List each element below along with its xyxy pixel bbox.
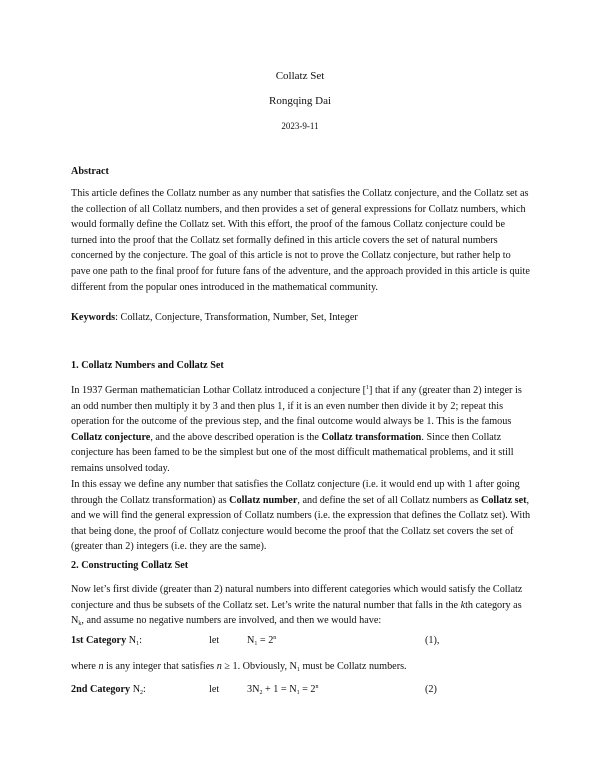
keywords-line [71, 310, 531, 326]
eq1-sup: n [273, 635, 277, 641]
keywords-label: Keywords [71, 312, 116, 323]
s1p2-text-c: , and we will find the general expression of Collatz numbers (i.e. the expression that defines the Collatz set). With that being done, the proof of Collatz conjecture would become the proof that the Collatz set covers the set of (greater than 2) integers (i.e. they are the same). [71, 494, 531, 553]
s2p1-text-c: , and assume no negative numbers are involved, and then we would have: [81, 615, 382, 627]
term-collatz-conjecture: Collatz conjecture [71, 431, 151, 443]
category2-colon: : [143, 684, 146, 695]
abstract-heading: Abstract [71, 166, 109, 177]
where-n: n [98, 661, 104, 672]
equation-2-number: (2) [425, 684, 437, 695]
category1-label-group [71, 635, 142, 647]
category2-label-group [71, 684, 146, 696]
eq2-c: = 2 [299, 684, 316, 695]
paper-author: Rongqing Dai [268, 95, 332, 107]
section2-heading: 2. Constructing Collatz Set [71, 560, 189, 571]
equation-2 [247, 684, 319, 696]
where-b: is any integer that satisfies [103, 661, 217, 672]
eq2-b-sub: 1 [296, 690, 300, 696]
category1-let: let [209, 635, 220, 646]
paper-date: 2023-9-11 [281, 121, 319, 131]
s1p1-text-d: . Since then Collatz conjecture has been famed to be the simplest but one of the most difficult mathematical problems, and it still remains unsolved today. [71, 431, 514, 474]
abstract-text: This article defines the Collatz number as any number that satisfies the Collatz conjecture, and the Collatz set as the collection of all Collatz numbers, and then provides a set of general expressions for Collatz numbers, which would formally define the Collatz set. With this effort, the proof of the famous Collatz conjecture could be turned into the proof that the Collatz set formally defined in this article covers the set of natural numbers concerned by the conjecture. The goal of this article is not to prove the Collatz conjecture, but rather help to pave one path to the final proof for future fans of the adventure, and the approach provided in this article is quite different from the popular ones introduced in the mathematical community. [71, 188, 530, 293]
eq1-sub: 1 [254, 641, 258, 647]
s1p2-text-a: In this essay we define any number that satisfies the Collatz conjecture (i.e. it would end up with 1 after going through the Collatz transformation) as [71, 479, 520, 506]
paper-title: Collatz Set [275, 70, 325, 82]
eq2-b: + 1 = N [262, 684, 297, 695]
category1-colon: : [139, 635, 142, 646]
category1-sub: 1 [136, 641, 140, 647]
where-d: must be Collatz numbers. [299, 661, 407, 672]
s1p1-text-a: In 1937 German mathematician Lothar Collatz introduced a conjecture [ [71, 385, 367, 396]
s2p1-k-sub: k [78, 621, 82, 628]
category2-let: let [209, 684, 220, 695]
where-c: ≥ 1. Obviously, N [221, 661, 297, 672]
where-sub: 1 [296, 667, 300, 673]
keywords-text: : Collatz, Conjecture, Transformation, Number, Set, Integer [115, 312, 358, 323]
term-collatz-number: Collatz number [229, 494, 298, 506]
where-a: where [71, 661, 99, 672]
category1-symbol: N [126, 635, 137, 646]
category2-symbol: N [130, 684, 141, 695]
category2-sub: 2 [140, 690, 144, 696]
term-collatz-set: Collatz set [480, 494, 527, 506]
section1-paragraph1 [71, 381, 531, 477]
where-n2: n [216, 661, 222, 672]
s2p1-text-a: Now let’s first divide (greater than 2) natural numbers into different categories which would satisfy the Collatz conjecture and thus be subsets of the Collatz set. Let’s write the natural number that falls in the [71, 584, 523, 611]
s1p2-text-b: , and define the set of all Collatz numbers as [297, 494, 481, 506]
eq2-a-sub: 2 [259, 690, 263, 696]
eq2-a: 3N [247, 684, 260, 695]
category1-row [71, 635, 531, 651]
category2-row [71, 684, 531, 700]
equation-1-number: (1), [425, 635, 440, 646]
eq2-sup: n [315, 684, 319, 690]
s1p1-text-c: , and the above described operation is the [150, 431, 322, 443]
term-collatz-transformation: Collatz transformation [321, 431, 422, 443]
eq1-lhs: N [247, 635, 255, 646]
s1p1-text-b: ] that if any (greater than 2) integer is an odd number then multiply it by 3 and then plus 1, if it is an even number then divide it by 2; repeat this operation for the outcome of the previous step, and the final outcome would always be 1. This is the famous [71, 385, 522, 428]
category1-label: 1st Category [71, 635, 127, 646]
where-line [71, 659, 531, 679]
equation-1 [247, 635, 276, 647]
section2-paragraph1 [71, 582, 531, 633]
section1-paragraph2 [71, 477, 531, 555]
category2-label: 2nd Category [71, 684, 131, 695]
s2p1-k: k [460, 599, 466, 611]
reference-marker: 1 [366, 385, 370, 391]
section1-heading: 1. Collatz Numbers and Collatz Set [71, 360, 224, 371]
eq1-mid: = 2 [257, 635, 274, 646]
s2p1-text-b: th category as N [71, 599, 522, 627]
